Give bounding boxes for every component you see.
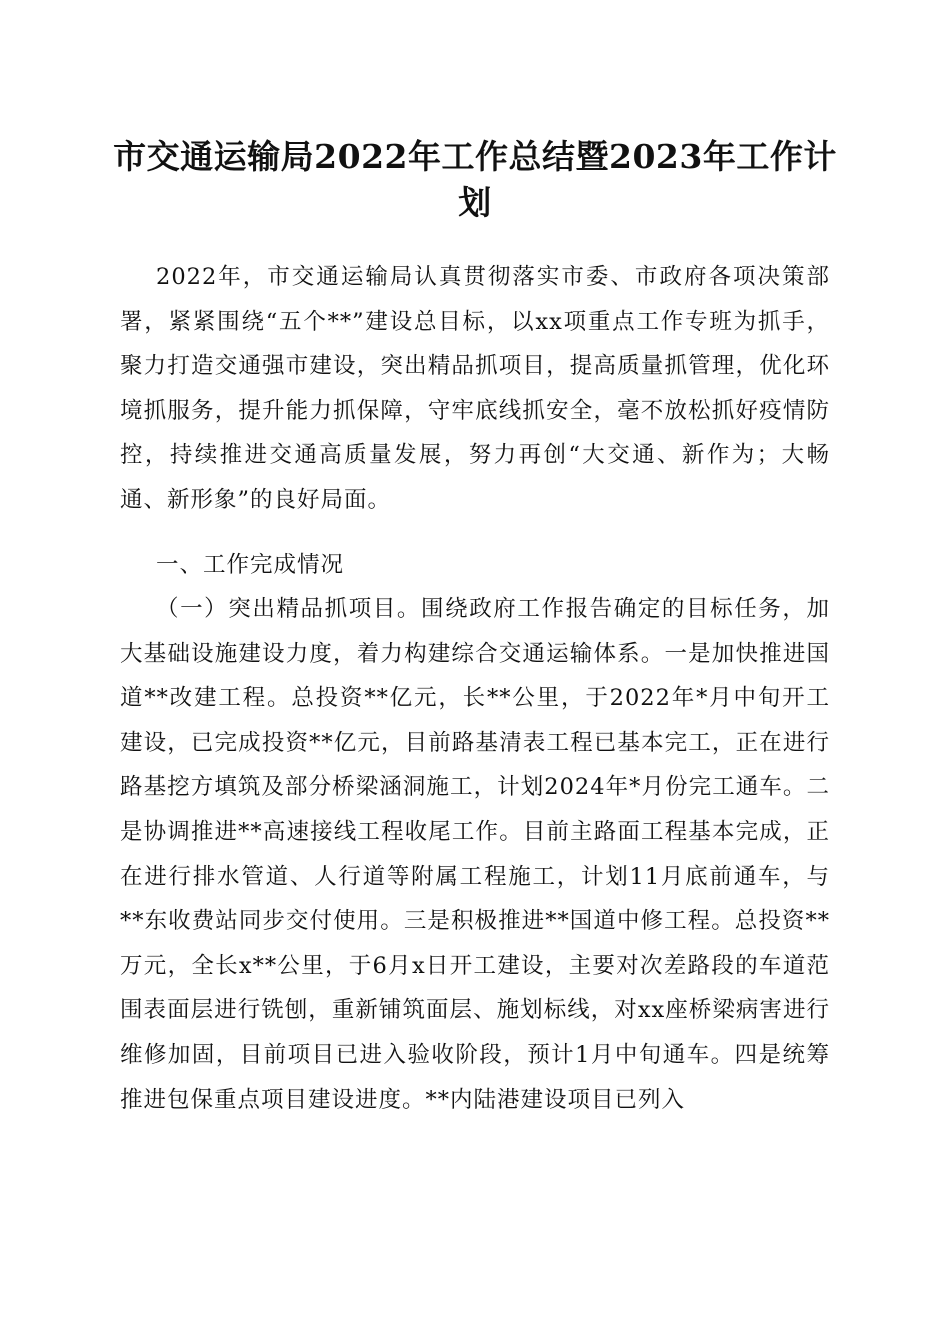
document-title: 市交通运输局2022年工作总结暨2023年工作计划 <box>113 137 837 222</box>
intro-paragraph: 2022年，市交通运输局认真贯彻落实市委、市政府各项决策部署，紧紧围绕“五个**”建设总目标，以xx项重点工作专班为抓手，聚力打造交通强市建设，突出精品抓项目，提高质量抓管理，优化环境抓服务，提升能力抓保障，守牢底线抓安全，毫不放松抓好疫情防控，持续推进交通高质量发展，努力再创“大交通、新作为；大畅通、新形象”的良好局面。 <box>120 264 830 513</box>
subsection-paragraph: （一）突出精品抓项目。围绕政府工作报告确定的目标任务，加大基础设施建设力度，着力构建综合交通运输体系。一是加快推进国道**改建工程。总投资**亿元，长**公里，于2022年*月中旬开工建设，已完成投资**亿元，目前路基清表工程已基本完工，正在进行路基挖方填筑及部分桥梁涵洞施工，计划2024年*月份完工通车。二是协调推进**高速接线工程收尾工作。目前主路面工程基本完成，正在进行排水管道、人行道等附属工程施工，计划11月底前通车，与**东收费站同步交付使用。三是积极推进**国道中修工程。总投资**万元，全长x**公里，于6月x日开工建设，主要对次差路段的车道范围表面层进行铣刨，重新铺筑面层、施划标线，对xx座桥梁病害进行维修加固，目前项目已进入验收阶段，预计1月中旬通车。四是统筹推进包保重点项目建设进度。**内陆港建设项目已列入 <box>120 596 830 1113</box>
section-heading: 一、工作完成情况 <box>156 552 345 578</box>
